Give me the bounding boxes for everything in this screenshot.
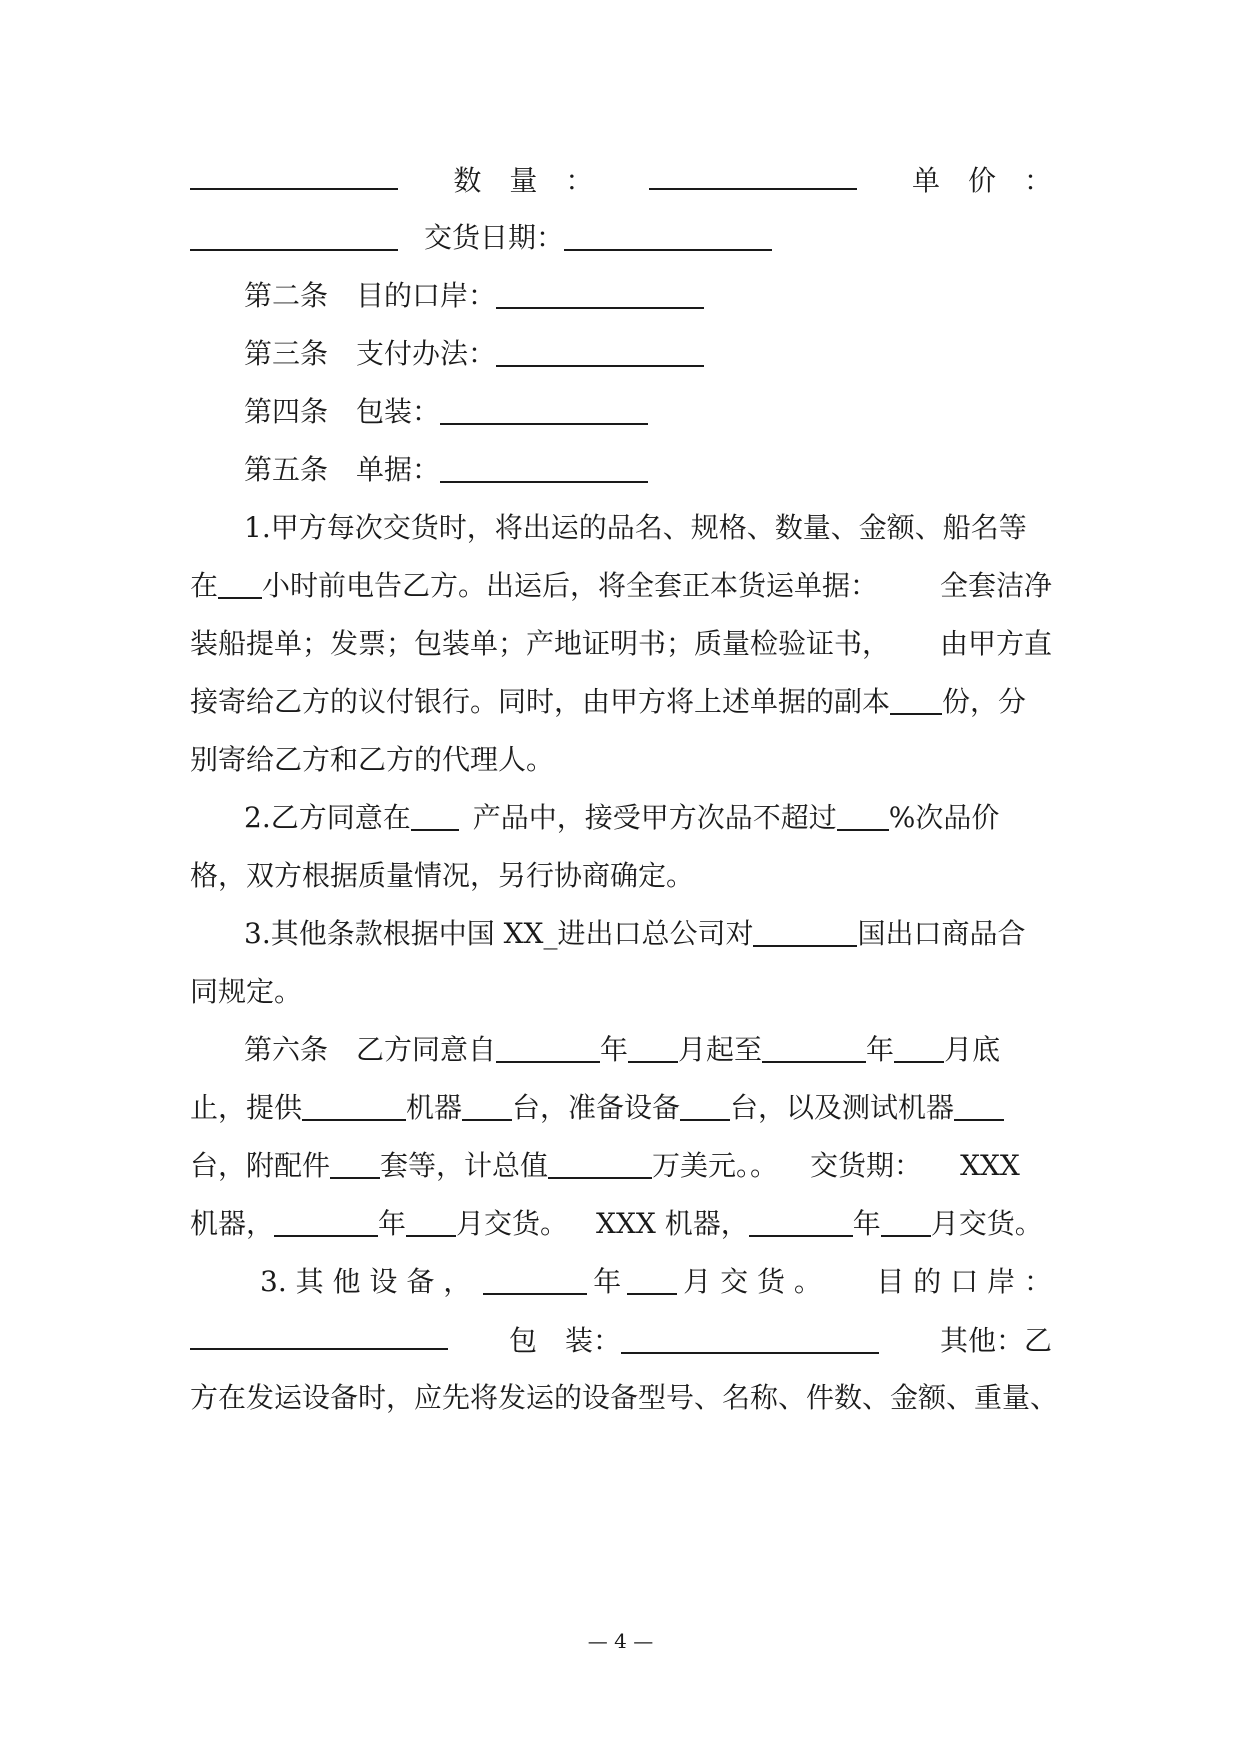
clause-text: 产品中，接受甲方次品不超过: [472, 801, 837, 834]
clause-text: 月底: [944, 1033, 1001, 1066]
article-4-label: 第四条 包装：: [244, 395, 441, 428]
clause-text: XXX: [960, 1149, 1020, 1182]
clause-text: 万美元。。: [652, 1149, 779, 1182]
blank-field: [894, 1031, 944, 1063]
clause-1-line-4: [190, 680, 1052, 724]
label-packing: 包 装：: [508, 1324, 621, 1357]
clause-text: 在: [190, 569, 219, 602]
label-delivery-date: 交货日期：: [424, 221, 565, 254]
clause-text: 小时前电告乙方。出运后，将全套正本货运单据：: [262, 569, 879, 602]
clause-text: 全套洁净: [939, 569, 1052, 602]
blank-field: [218, 567, 262, 599]
article-5-label: 第五条 单据：: [244, 453, 441, 486]
clause-text: 3.其他条款根据中国 XX_进出口总公司对: [244, 917, 754, 950]
clause-1-line-2: [190, 564, 1052, 608]
article-6-line-3: [190, 1144, 1052, 1188]
clause-text: 份，分: [942, 685, 1027, 718]
blank-field: [749, 1205, 853, 1237]
line-delivery-date: [190, 216, 1052, 260]
clause-text: 月交货。: [930, 1207, 1043, 1240]
label-quantity: 数 量 ：: [453, 164, 594, 197]
blank-field: [274, 1205, 378, 1237]
clause-text: XXX 机器，: [596, 1207, 749, 1240]
blank-field: [890, 683, 942, 715]
clause-text: 月起至: [678, 1033, 763, 1066]
blank-field: [462, 1089, 512, 1121]
clause-text: 机器: [406, 1091, 463, 1124]
clause-text: 年: [593, 1265, 622, 1298]
blank-field: [837, 799, 889, 831]
article-6-line-1: [190, 1028, 1052, 1072]
clause-text: 2.乙方同意在: [244, 801, 411, 834]
clause-text: 年: [866, 1033, 895, 1066]
article-3-payment: [190, 332, 1052, 376]
clause-text: %次品价: [888, 801, 1000, 834]
clause-text: 月 交 货 。: [683, 1265, 822, 1298]
blank-field: [190, 1318, 448, 1350]
blank-field: [564, 219, 772, 251]
blank-field: [954, 1089, 1004, 1121]
blank-field: [190, 219, 398, 251]
clause-2-line-1: [190, 796, 1052, 840]
clause-text: 月交货。: [456, 1207, 569, 1240]
clause-1-line-5: [190, 738, 1052, 782]
clause-text: 方在发运设备时，应先将发运的设备型号、名称、件数、金额、重量、: [190, 1381, 1059, 1414]
page-number: — 4 —: [587, 1629, 654, 1653]
label-destination-port: 目 的 口 岸 ：: [876, 1265, 1052, 1298]
clause-text: 机器，: [190, 1207, 275, 1240]
blank-field: [411, 799, 459, 831]
clause-text: 同规定。: [190, 975, 303, 1008]
article-6-line-4: [190, 1202, 1052, 1246]
clause-3-line-1: [190, 912, 1052, 956]
article-3-label: 第三条 支付办法：: [244, 337, 497, 370]
clause-text: 格，双方根据质量情况，另行协商确定。: [190, 859, 695, 892]
blank-field: [440, 451, 648, 483]
article-6-line-2: [190, 1086, 1052, 1130]
shipping-notice-line: [190, 1376, 1059, 1420]
line-quantity-price: [190, 158, 1052, 202]
clause-1-line-1: [190, 506, 1052, 550]
blank-field: [548, 1147, 652, 1179]
clause-text: 年: [852, 1207, 881, 1240]
blank-field: [627, 1263, 677, 1295]
clause-text: 接寄给乙方的议付银行。同时，由甲方将上述单据的副本: [190, 685, 891, 718]
blank-field: [330, 1147, 380, 1179]
clause-3-line-2: [190, 970, 1052, 1014]
clause-text: 台，附配件: [190, 1149, 331, 1182]
clause-text: 由甲方直: [939, 627, 1052, 660]
blank-field: [881, 1205, 931, 1237]
label-other: 其他：乙: [939, 1324, 1052, 1357]
blank-field: [302, 1089, 406, 1121]
article-2-port: [190, 274, 1052, 318]
article-5-documents: [190, 448, 1052, 492]
blank-field: [628, 1031, 678, 1063]
blank-field: [496, 335, 704, 367]
packing-other-line: [190, 1318, 1052, 1362]
clause-text: 装船提单；发票；包装单；产地证明书；质量检验证书，: [190, 627, 891, 660]
blank-field: [762, 1031, 866, 1063]
article-2-label: 第二条 目的口岸：: [244, 279, 497, 312]
blank-field: [680, 1089, 730, 1121]
clause-text: 国出口商品合: [857, 917, 1026, 950]
clause-2-line-2: [190, 854, 1052, 898]
clause-text: 交货期：: [810, 1149, 923, 1182]
clause-text: 3. 其 他 设 备 ，: [260, 1265, 472, 1298]
clause-text: 台，以及测试机器: [730, 1091, 955, 1124]
blank-field: [190, 158, 398, 190]
label-unit-price: 单 价 ：: [911, 164, 1052, 197]
article-4-packing: [190, 390, 1052, 434]
blank-field: [483, 1263, 587, 1295]
clause-text: 别寄给乙方和乙方的代理人。: [190, 743, 555, 776]
blank-field: [406, 1205, 456, 1237]
blank-field: [440, 393, 648, 425]
blank-field: [496, 1031, 600, 1063]
blank-field: [649, 158, 857, 190]
other-equipment-line: [190, 1260, 1052, 1304]
clause-1-line-3: [190, 622, 1052, 666]
blank-field: [753, 915, 857, 947]
clause-text: 止，提供: [190, 1091, 303, 1124]
article-6-label: 第六条 乙方同意自: [244, 1033, 497, 1066]
clause-text: 年: [378, 1207, 407, 1240]
blank-field: [621, 1322, 879, 1354]
clause-text: 套等，计总值: [380, 1149, 549, 1182]
blank-field: [496, 277, 704, 309]
clause-text: 年: [600, 1033, 629, 1066]
clause-text: 1.甲方每次交货时，将出运的品名、规格、数量、金额、船名等: [244, 511, 1027, 544]
clause-text: 台，准备设备: [512, 1091, 681, 1124]
